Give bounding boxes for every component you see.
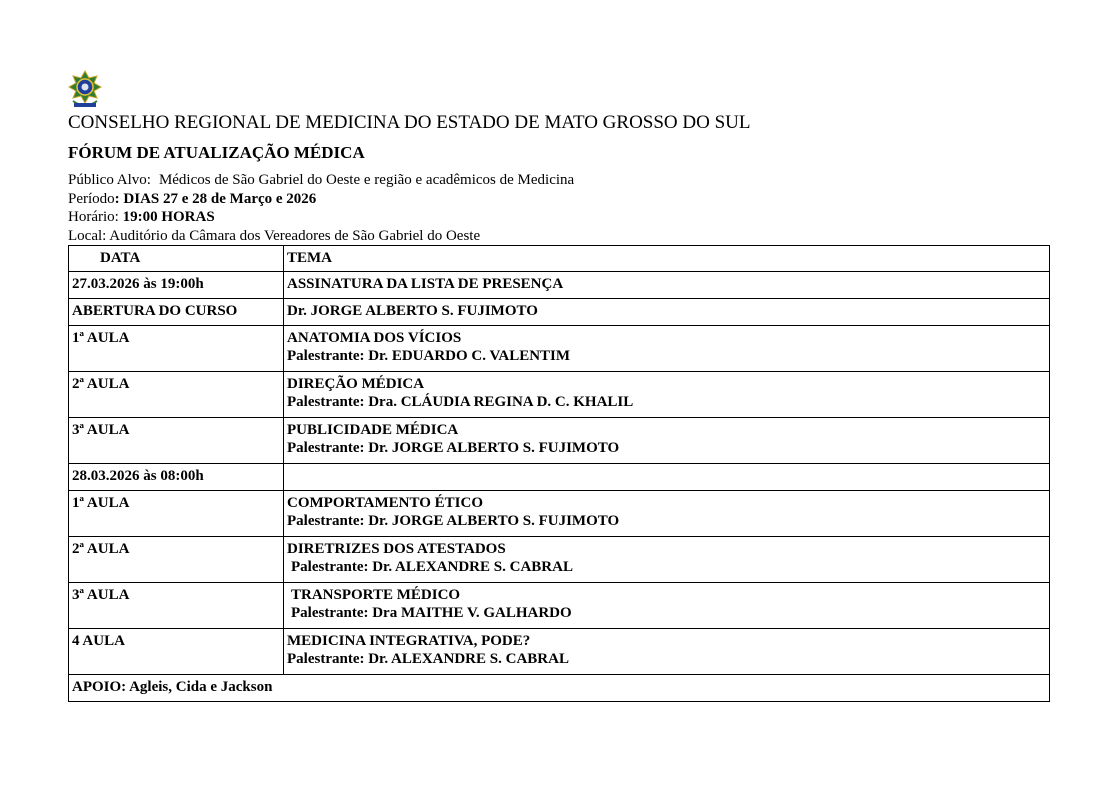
header-data: DATA [69,246,284,272]
row-session: 2ª AULA [69,372,284,418]
info-local [68,227,1050,246]
table-footer-row [69,675,1050,702]
topic-speaker: Palestrante: Dr. JORGE ALBERTO S. FUJIMOTO [287,513,620,529]
topic-speaker: Palestrante: Dr. ALEXANDRE S. CABRAL [287,651,569,667]
row-session: 3ª AULA [69,583,284,629]
topic-title: DIRETRIZES DOS ATESTADOS [287,541,506,557]
info-horario [68,208,1050,227]
topic-title: MEDICINA INTEGRATIVA, PODE? [287,633,531,649]
row-topic [284,464,1050,491]
forum-title: FÓRUM DE ATUALIZAÇÃO MÉDICA [68,143,365,162]
horario-value: 19:00 HORAS [118,209,215,225]
organization-name: CONSELHO REGIONAL DE MEDICINA DO ESTADO DE MATO GROSSO DO SUL [68,112,751,133]
row-topic [284,537,1050,583]
row-session: 1ª AULA [69,326,284,372]
topic-title: Dr. JORGE ALBERTO S. FUJIMOTO [287,303,538,319]
info-publico [68,171,1050,190]
topic-speaker: Palestrante: Dr. ALEXANDRE S. CABRAL [291,559,573,575]
table-row [69,464,1050,491]
coat-of-arms-icon [68,70,102,110]
row-topic [284,272,1050,299]
table-row [69,491,1050,537]
table-row [69,583,1050,629]
table-row [69,418,1050,464]
row-topic [284,491,1050,537]
periodo-label: Período [68,190,115,207]
row-topic [284,299,1050,326]
table-row [69,537,1050,583]
publico-value: Médicos de São Gabriel do Oeste e região e acadêmicos de Medicina [158,172,575,188]
row-topic [284,583,1050,629]
table-header-row [69,246,1050,272]
table-row [69,372,1050,418]
document-page [68,70,1050,702]
topic-speaker: Palestrante: Dra MAITHE V. GALHARDO [291,605,572,621]
topic-speaker: Palestrante: Dra. CLÁUDIA REGINA D. C. KHALIL [287,394,634,410]
topic-title: PUBLICIDADE MÉDICA [287,422,459,438]
publico-label: Público Alvo: [68,172,151,188]
table-row [69,326,1050,372]
support-credits: APOIO: Agleis, Cida e Jackson [69,675,1050,702]
row-date: 27.03.2026 às 19:00h [69,272,284,299]
row-date: ABERTURA DO CURSO [69,299,284,326]
row-topic [284,372,1050,418]
row-date: 28.03.2026 às 08:00h [69,464,284,491]
topic-speaker: Palestrante: Dr. EDUARDO C. VALENTIM [287,348,571,364]
local-label: Local: [68,227,107,244]
row-topic [284,418,1050,464]
row-topic [284,326,1050,372]
topic-title: ANATOMIA DOS VÍCIOS [287,330,462,346]
local-value: Auditório da Câmara dos Vereadores de São Gabriel do Oeste [106,227,481,244]
row-session: 4 AULA [69,629,284,675]
row-session: 2ª AULA [69,537,284,583]
table-row [69,629,1050,675]
topic-title: TRANSPORTE MÉDICO [291,587,461,603]
schedule-table [68,245,1050,702]
topic-title: ASSINATURA DA LISTA DE PRESENÇA [287,276,564,292]
row-topic [284,629,1050,675]
horario-label: Horário: [68,209,119,225]
topic-speaker: Palestrante: Dr. JORGE ALBERTO S. FUJIMOTO [287,440,620,456]
table-row [69,299,1050,326]
topic-title: DIREÇÃO MÉDICA [287,376,425,392]
row-session: 1ª AULA [69,491,284,537]
info-periodo [68,190,1050,209]
header-tema: TEMA [284,246,1050,272]
row-session: 3ª AULA [69,418,284,464]
periodo-value: : DIAS 27 e 28 de Março e 2026 [114,190,317,207]
table-row [69,272,1050,299]
topic-title: COMPORTAMENTO ÉTICO [287,495,484,511]
